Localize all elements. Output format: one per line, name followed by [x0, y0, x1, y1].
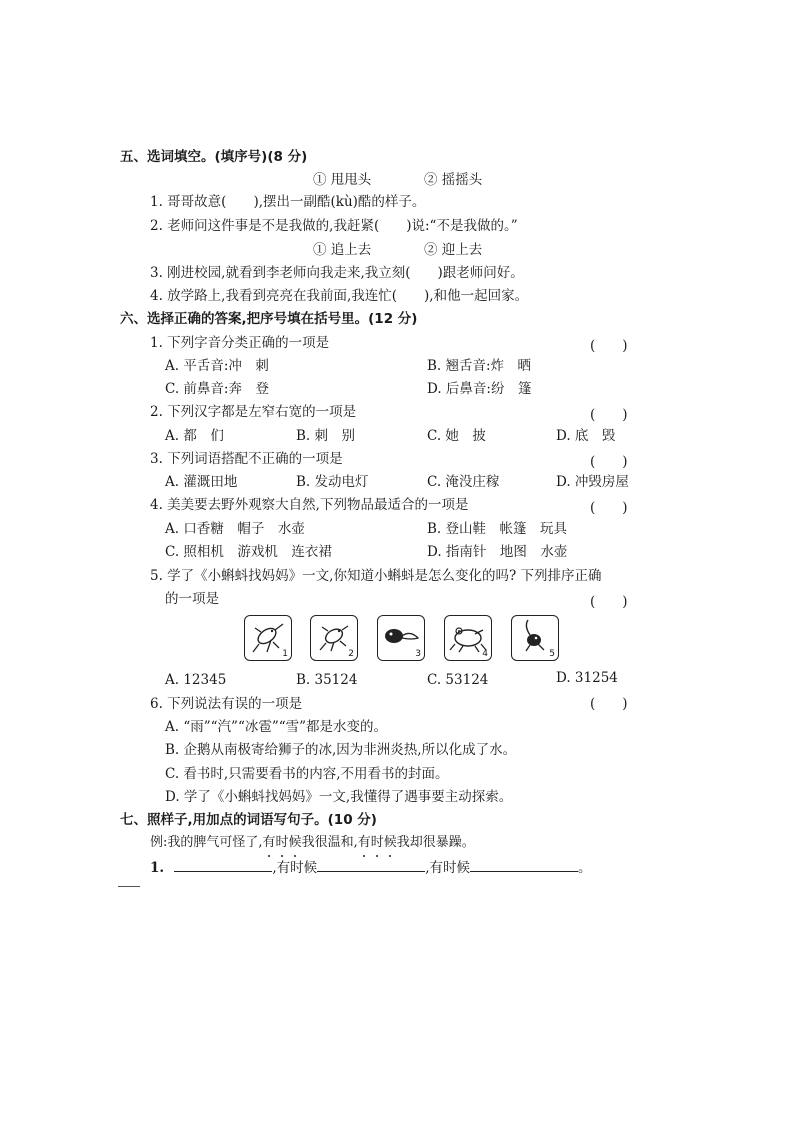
s6-q1-option-a: A. 平舌音:冲 刺 [165, 358, 269, 374]
s6-q1-option-b: B. 翘舌音:炸 晒 [427, 358, 532, 374]
s6-q2-option-d: D. 底 毁 [556, 428, 616, 444]
picture-number: 1 [282, 649, 288, 659]
s5-question-2: 2. 老师问这件事是不是我做的,我赶紧( )说:“不是我做的。” [150, 218, 518, 234]
picture-number: 2 [348, 649, 354, 659]
s5-option-1: ① 甩甩头 [313, 172, 372, 188]
section-5-title: 五、选词填空。(填序号)(8 分) [120, 149, 308, 165]
s7-question-1 [150, 857, 591, 878]
s6-q6-stem: 6. 下列说法有误的一项是 [150, 696, 303, 712]
s5-question-3: 3. 刚进校园,就看到李老师向我走来,我立刻( )跟老师问好。 [150, 265, 524, 281]
s6-q1-stem: 1. 下列字音分类正确的一项是 [150, 335, 330, 351]
s6-q1-option-d: D. 后鼻音:纷 篷 [427, 381, 532, 397]
s7-q1-blank-2[interactable] [317, 857, 425, 872]
s6-q2-option-c: C. 她 披 [427, 428, 486, 444]
frog-picture-1 [244, 615, 292, 661]
s6-q4-stem: 4. 美美要去野外观察大自然,下列物品最适合的一项是 [150, 497, 469, 513]
picture-number: 3 [415, 649, 421, 659]
tadpole-picture-3 [377, 615, 425, 661]
s6-q3-option-b: B. 发动电灯 [296, 474, 369, 490]
s6-q5-option-a: A. 12345 [165, 672, 227, 688]
s7-example-keyword-2: 有时候 [358, 835, 397, 850]
s6-q5-answer-box[interactable]: ( ) [590, 594, 628, 610]
s7-example-middle: 我很温和, [301, 835, 358, 850]
s6-q1-answer-box[interactable]: ( ) [590, 338, 628, 354]
section-6-title: 六、选择正确的答案,把序号填在括号里。(12 分) [120, 311, 418, 327]
s6-q4-option-d: D. 指南针 地图 水壶 [427, 544, 568, 560]
s7-example-suffix: 我却很暴躁。 [396, 835, 475, 850]
picture-number: 4 [482, 649, 488, 659]
s5-question-1: 1. 哥哥故意( ),摆出一副酷(kù)酷的样子。 [150, 194, 426, 210]
s6-q5-stem-line-1: 5. 学了《小蝌蚪找妈妈》一文,你知道小蝌蚪是怎么变化的吗? 下列排序正确 [150, 568, 602, 584]
s7-q1-blank-1[interactable] [174, 857, 272, 872]
s6-q3-stem: 3. 下列词语搭配不正确的一项是 [150, 451, 343, 467]
s6-q5-stem-line-2: 的一项是 [165, 591, 219, 607]
frog-picture-4 [444, 615, 492, 661]
s6-q5-option-c: C. 53124 [427, 672, 489, 688]
s7-q1-blank-3[interactable] [470, 857, 578, 872]
s7-q1-number: 1. [150, 860, 165, 876]
s6-q2-option-b: B. 刺 别 [296, 428, 356, 444]
s6-q2-stem: 2. 下列汉字都是左窄右宽的一项是 [150, 404, 357, 420]
s6-q4-option-a: A. 口香糖 帽子 水壶 [165, 521, 305, 537]
s6-q6-answer-box[interactable]: ( ) [590, 696, 628, 712]
s6-q3-option-a: A. 灌溉田地 [165, 474, 238, 490]
frog-picture-2 [310, 615, 358, 661]
s6-q6-option-c: C. 看书时,只需要看书的内容,不用看书的封面。 [165, 766, 449, 782]
s6-q4-answer-box[interactable]: ( ) [590, 500, 628, 516]
s6-q2-option-a: A. 都 们 [165, 428, 224, 444]
s6-q3-option-c: C. 淹没庄稼 [427, 474, 500, 490]
s6-q3-answer-box[interactable]: ( ) [590, 454, 628, 470]
tadpole-picture-5 [511, 615, 559, 661]
s7-q1-end: 。 [577, 860, 592, 876]
picture-number: 5 [549, 649, 555, 659]
section-7-title: 七、照样子,用加点的词语写句子。(10 分) [120, 812, 377, 828]
s6-q2-answer-box[interactable]: ( ) [590, 407, 628, 423]
s6-q3-option-d: D. 冲毁房屋 [556, 474, 629, 490]
s7-example-keyword-1: 有时候 [263, 835, 302, 850]
s6-q6-option-a: A. “雨”“汽”“冰雹”“雪”都是水变的。 [165, 719, 388, 735]
s7-example [150, 833, 475, 853]
s5-option-2: ② 摇摇头 [424, 172, 483, 188]
s5-option-3: ① 追上去 [313, 242, 372, 258]
s6-q5-option-b: B. 35124 [296, 672, 358, 688]
s5-option-4: ② 迎上去 [424, 242, 483, 258]
s6-q5-option-d: D. 31254 [556, 670, 618, 686]
s7-q1-connector-2: ,有时候 [425, 860, 470, 876]
s6-q4-option-b: B. 登山鞋 帐篷 玩具 [427, 521, 568, 537]
s6-q4-option-c: C. 照相机 游戏机 连衣裙 [165, 544, 332, 560]
s6-q6-option-d: D. 学了《小蝌蚪找妈妈》一文,我懂得了遇事要主动探索。 [165, 789, 513, 805]
s6-q6-option-b: B. 企鹅从南极寄给狮子的冰,因为非洲炎热,所以化成了水。 [165, 742, 517, 758]
s7-example-prefix: 例:我的脾气可怪了, [150, 835, 263, 850]
s5-question-4: 4. 放学路上,我看到亮亮在我前面,我连忙( ),和他一起回家。 [150, 288, 529, 304]
s6-q1-option-c: C. 前鼻音:奔 登 [165, 381, 269, 397]
s7-q1-connector-1: ,有时候 [272, 860, 318, 876]
page-margin-mark [118, 886, 140, 887]
